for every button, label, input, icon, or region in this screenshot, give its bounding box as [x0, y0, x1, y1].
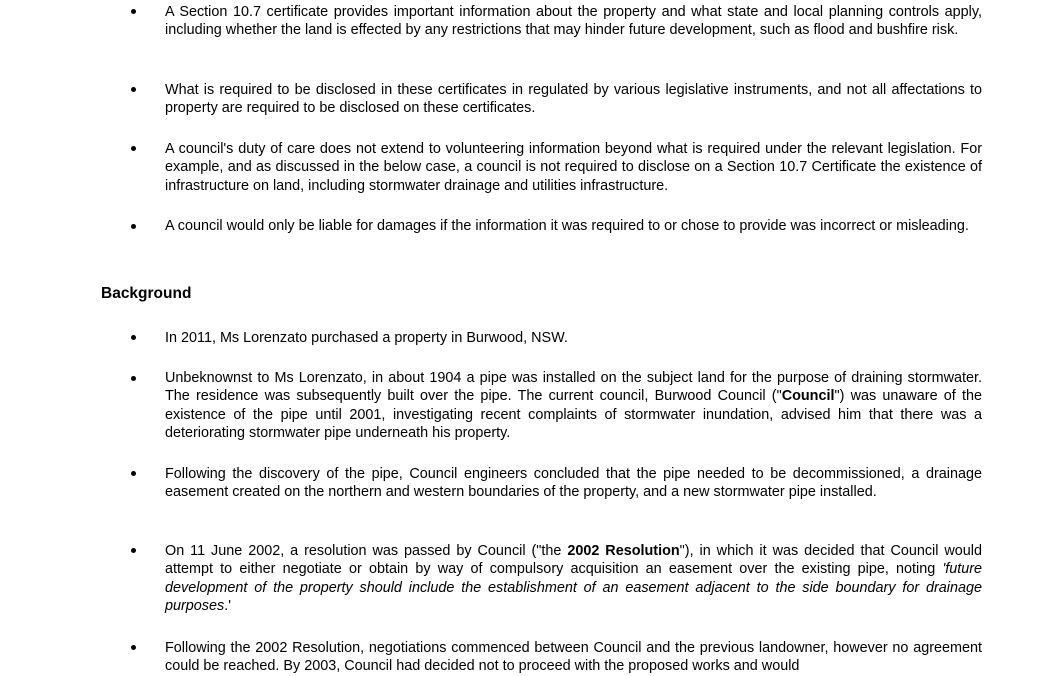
bullet-icon [131, 87, 136, 92]
paragraph: Following the discovery of the pipe, Council engineers concluded that the pipe needed to be decommissioned, a drainage easement created on the northern and western boundaries of the property, and a new stormwater pipe installed. [165, 466, 982, 501]
bullet-icon [131, 471, 136, 476]
paragraph: In 2011, Ms Lorenzato purchased a property in Burwood, NSW. [165, 330, 568, 346]
paragraph: A Section 10.7 certificate provides important information about the property and what state and local planning controls apply, including whether the land is effected by any restrictions that may hinder future development, such as flood and bushfire risk. [165, 4, 982, 39]
bullet-icon [131, 224, 136, 229]
paragraph: What is required to be disclosed in these certificates in regulated by various legislative instruments, and not all affectations to property are required to be disclosed on these certificates. [165, 82, 982, 117]
paragraph: A council would only be liable for damages if the information it was required to or chose to provide was incorrect or misleading. [165, 218, 969, 234]
section-heading: Background [101, 285, 192, 302]
bullet-icon [131, 645, 136, 650]
bullet-icon [131, 146, 136, 151]
paragraph: On 11 June 2002, a resolution was passed by Council ("the 2002 Resolution"), in which it was decided that Council would attempt to either negotiate or obtain by way of compulsory acquisition an easement over the existing pipe, noting 'future development of the property should include the establishment of an easement adjacent to the side boundary for drainage purposes.' [165, 543, 982, 614]
bullet-icon [131, 335, 136, 340]
paragraph: Following the 2002 Resolution, negotiations commenced between Council and the previous landowner, however no agreement could be reached. By 2003, Council had decided not to proceed with the proposed works and would [165, 640, 982, 675]
bullet-icon [131, 9, 136, 14]
paragraph: Unbeknownst to Ms Lorenzato, in about 1904 a pipe was installed on the subject land for the purpose of draining stormwater. The residence was subsequently built over the pipe. The current council, Burwood Council ("Council") was unaware of the existence of the pipe until 2001, investigating recent complaints of stormwater inundation, advised him that there was a deteriorating stormwater pipe underneath his property. [165, 370, 982, 441]
bullet-icon [131, 376, 136, 381]
paragraph: A council's duty of care does not extend to volunteering information beyond what is required under the relevant legislation. For example, and as discussed in the below case, a council is not required to disclose on a Section 10.7 Certificate the existence of infrastructure on land, including stormwater drainage and utilities infrastructure. [165, 141, 982, 194]
bullet-icon [131, 548, 136, 553]
